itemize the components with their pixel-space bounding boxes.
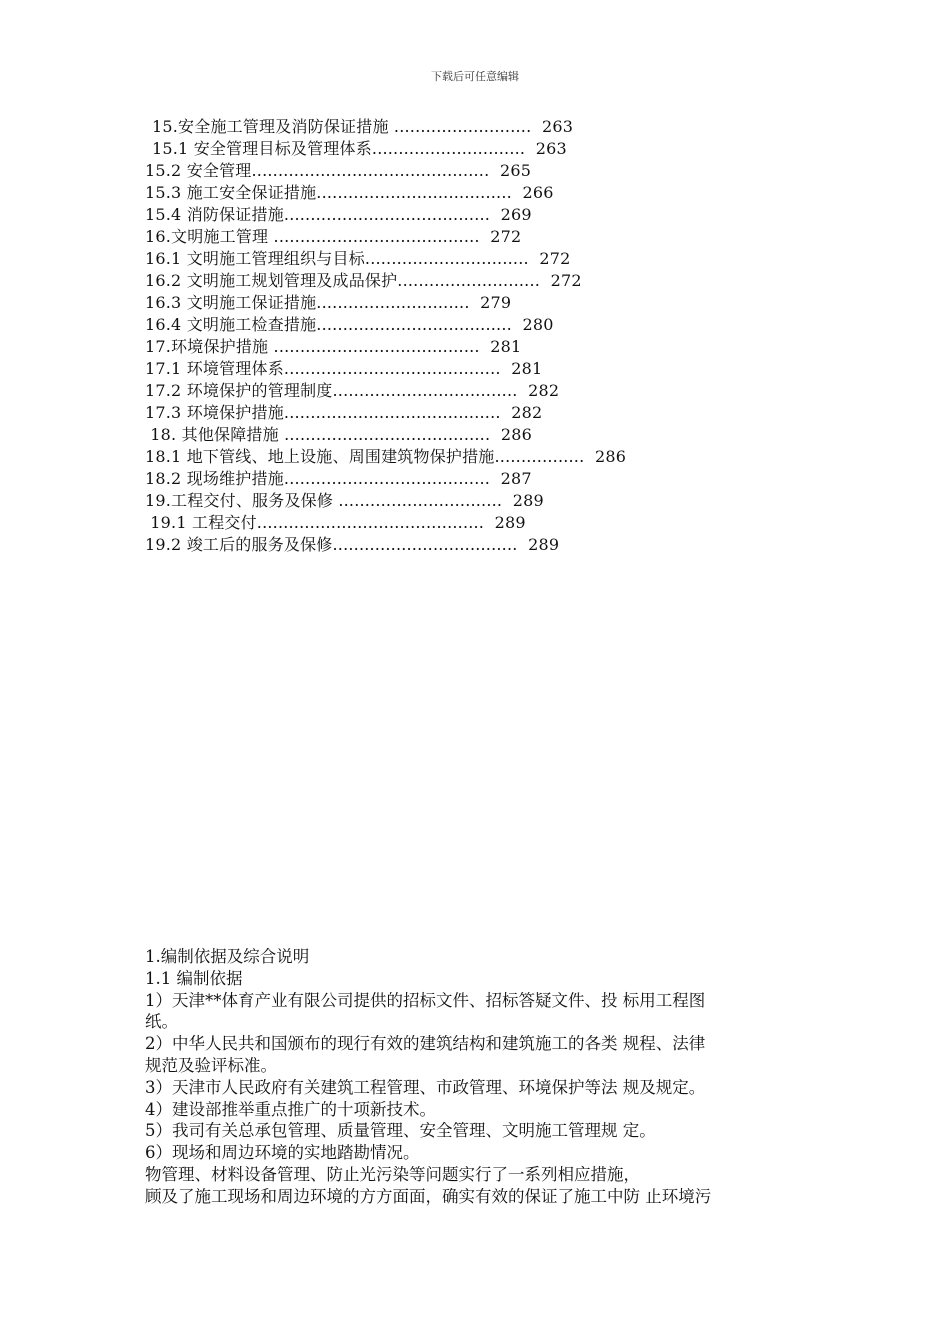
paragraph-line: 物管理、材料设备管理、防止光污染等问题实行了一系列相应措施， (145, 1164, 640, 1184)
paragraph-line: 2）中华人民共和国颁布的现行有效的建筑结构和建筑施工的各类 规程、法律 (145, 1034, 706, 1054)
toc-entry: 15.2 安全管理............................................. 265 (145, 161, 532, 180)
toc-entry: 16.2 文明施工规划管理及成品保护........................... 272 (145, 271, 582, 290)
paragraph-line: 顾及了施工现场和周边环境的方方面面，确实有效的保证了施工中防 止环境污 (145, 1186, 712, 1206)
subsection-heading: 1.1 编制依据 (145, 968, 243, 988)
toc-entry: 15.1 安全管理目标及管理体系............................. 263 (152, 139, 567, 158)
toc-entry: 16.1 文明施工管理组织与目标............................... 272 (145, 249, 571, 268)
toc-entry: 17.1 环境管理体系......................................... 281 (145, 359, 543, 378)
toc-entry: 19.2 竣工后的服务及保修................................... 289 (145, 535, 560, 554)
toc-entry: 17.3 环境保护措施......................................... 282 (145, 403, 543, 422)
section-heading: 1.编制依据及综合说明 (145, 947, 310, 966)
toc-entry: 15.3 施工安全保证措施..................................... 266 (145, 183, 554, 202)
page-header-note: 下载后可任意编辑 (431, 70, 519, 83)
toc-entry: 15.安全施工管理及消防保证措施 .......................... 263 (152, 117, 574, 136)
paragraph-line: 规范及验评标准。 (145, 1055, 277, 1075)
toc-entry: 19.1 工程交付........................................... 289 (145, 513, 526, 532)
toc-entry: 16.文明施工管理 ....................................... 272 (145, 227, 522, 246)
toc-entry: 18.1 地下管线、地上设施、周围建筑物保护措施................. 286 (145, 447, 627, 466)
paragraph-line: 6）现场和周边环境的实地踏勘情况。 (145, 1143, 420, 1163)
paragraph-line: 5）我司有关总承包管理、质量管理、安全管理、文明施工管理规 定。 (145, 1121, 656, 1141)
paragraph-line: 4）建设部推举重点推广的十项新技术。 (145, 1099, 436, 1119)
document-body (145, 946, 825, 1208)
toc-entry: 16.4 文明施工检查措施..................................... 280 (145, 315, 554, 334)
toc-entry: 18.2 现场维护措施....................................... 287 (145, 469, 532, 488)
toc-entry: 15.4 消防保证措施....................................... 269 (145, 205, 532, 224)
toc-entry: 18. 其他保障措施 ....................................... 286 (145, 425, 532, 444)
toc-entry: 17.环境保护措施 ....................................... 281 (145, 337, 522, 356)
toc-entry: 16.3 文明施工保证措施............................. 279 (145, 293, 512, 312)
toc-entry: 19.工程交付、服务及保修 ............................... 289 (145, 491, 544, 510)
paragraph-line: 3）天津市人民政府有关建筑工程管理、市政管理、环境保护等法 规及规定。 (145, 1077, 706, 1097)
paragraph-line: 纸。 (145, 1012, 178, 1032)
toc-entry: 17.2 环境保护的管理制度................................... 282 (145, 381, 560, 400)
paragraph-line: 1）天津**体育产业有限公司提供的招标文件、招标答疑文件、投 标用工程图 (145, 990, 706, 1010)
